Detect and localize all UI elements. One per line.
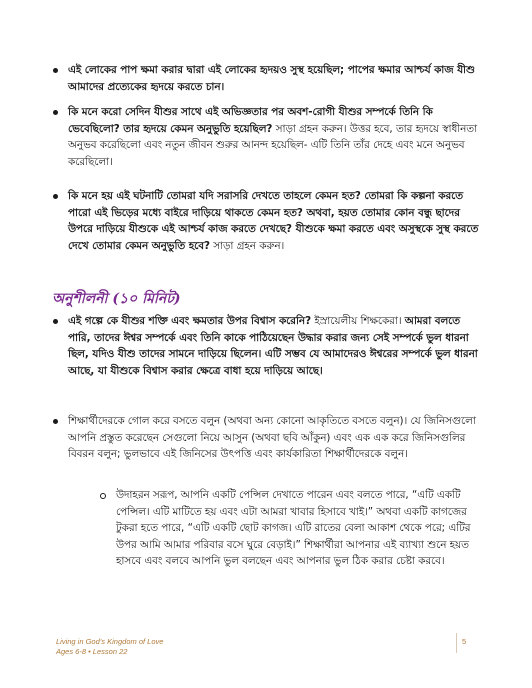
bullet-bold-text-continued: আমরা বলতে পারি, তাদের ঈশ্বর সম্পর্কে এবং তিনি কাকে পাঠিয়েছেন উদ্ধার করার জন্য সেই সম্পর্কে ভুল ধারনা ছিল, যদিও যীশু তাদের সামনে দাড়িয়ে ছিলেন। এটি সম্ভব যে আমাদেরও ঈশ্বরের সম্পর্কে ভুল ধারনা আছে, যা যীশুকে বিশ্বাস করার ক্ষেত্রে বাধা হয়ে দাড়িয়ে আছে। — [68, 315, 478, 377]
bullet-text: ইস্রায়েলীয় শিক্ষকেরা। — [311, 315, 405, 327]
bullet-bold-text: এই গল্পে কে যীশুর শক্তি এবং ক্ষমতার উপর বিশ্বাস করেনি? — [68, 315, 312, 327]
bullet-text: সাড়া গ্রহন করুন। — [210, 239, 285, 252]
footer-divider — [456, 633, 457, 653]
section-heading: অনুশীলনী (১০ মিনিট) — [52, 291, 181, 307]
top-bullet-list — [52, 62, 482, 254]
footer — [56, 637, 163, 657]
sub-bullet-text: উদাহরন সরূপ, আপনি একটি পেন্সিল দেখাতে পারেন এবং বলতে পারে, “এটি একটি পেন্সিল। এটি মাটিতে হয় এবং এটা আমরা খাবার হিসাবে খাই।” অথবা একটি কাগজের টুকরা হতে পারে, “এটি একটি ছোট কাগজ। এটি রাতের বেলা আকাশ থেকে পরে; এটির উপর আমি আমার পরিবার বসে ঘুরে বেড়াই।” শিক্ষার্থীরা আপনার এই ব্যাখ্যা শুনে হয়ত হাসবে এবং বলবে আপনি ভুল বলছেন এবং আপনার ভুল ঠিক করার চেষ্টা করবে। — [116, 489, 471, 567]
bullet-dot-icon — [53, 319, 58, 324]
bullet-text: সাড়া গ্রহন করুন। উত্তর হবে, তার হৃদয়ে স্বাধীনতা অনুভব করেছিলো এবং নতুন জীবন শুরুর আনন্দ হয়েছিল- এটি তিনি তাঁর দেহে এবং মনে অনুভব করেছিলো। — [68, 122, 478, 168]
bullet-text: শিক্ষার্থীদেরকে গোল করে বসতে বলুন (অথবা অন্য কোনো আকৃতিতে বসতে বলুন)। যে জিনিসগুলো আপনি প্রস্তুত করেছেন সেগুলো নিয়ে আসুন (অথবা ছবি আঁকুন) এবং এক এক করে জিনিসগুলির বিবরন বলুন; ভুলভাবে এই জিনিসের উৎপত্তি এবং কার্যকারিতা শিক্ষার্থীদেরকে বলুন। — [68, 415, 476, 460]
list-item — [52, 104, 482, 188]
sub-bullet-item — [100, 487, 491, 570]
footer-title: Living in God’s Kingdom of Love — [56, 637, 164, 646]
hollow-bullet-icon — [100, 493, 106, 499]
bottom-bullet-list — [52, 313, 482, 463]
page-number: 5 — [462, 637, 467, 646]
bullet-dot-icon — [53, 419, 58, 424]
bullet-bold-text: কি মনে করো সেদিন যীশুর সাথে এই অভিজ্ঞতার পর অবশ-রোগী যীশুর সম্পর্কে তিনি কি ভেবেছিলো? তার হৃদয়ে কেমন অনুভুতি হয়েছিল? — [68, 106, 433, 135]
list-item — [52, 313, 482, 413]
list-item — [52, 413, 482, 463]
bullet-bold-text: কি মনে হয় এই ঘটনাটি তোমরা যদি সরাসরি দেখতে তাহলে কেমন হত? তোমরা কি কল্পনা করতে পারো এই ভিড়ের মধ্যে বাইরে দাড়িয়ে থাকতে কেমন হত? অথবা, হয়ত তোমার কোন বন্ধু ছাদের উপরে দাড়িয়ে যীশুকে এই আশ্চর্য কাজ করতে দেখছে? যীশুকে ক্ষমা করতে এবং অসুস্থকে সুস্থ করতে দেখে তোমার কেমন অনুভুতি হবে? — [68, 190, 479, 252]
bullet-dot-icon — [53, 68, 58, 73]
bullet-dot-icon — [53, 110, 58, 115]
bullet-dot-icon — [53, 194, 58, 199]
list-item — [52, 62, 482, 104]
footer-subtitle: Ages 6-8 • Lesson 22 — [56, 647, 128, 656]
list-item — [52, 188, 482, 254]
bullet-bold-text: এই লোকের পাপ ক্ষমা করার দ্বারা এই লোকের হৃদয়ও সুস্থ হয়েছিল; পাপের ক্ষমার আশ্চর্য কাজ যীশু আমাদের প্রত্যেকের হৃদয়ে করতে চান। — [68, 64, 475, 93]
